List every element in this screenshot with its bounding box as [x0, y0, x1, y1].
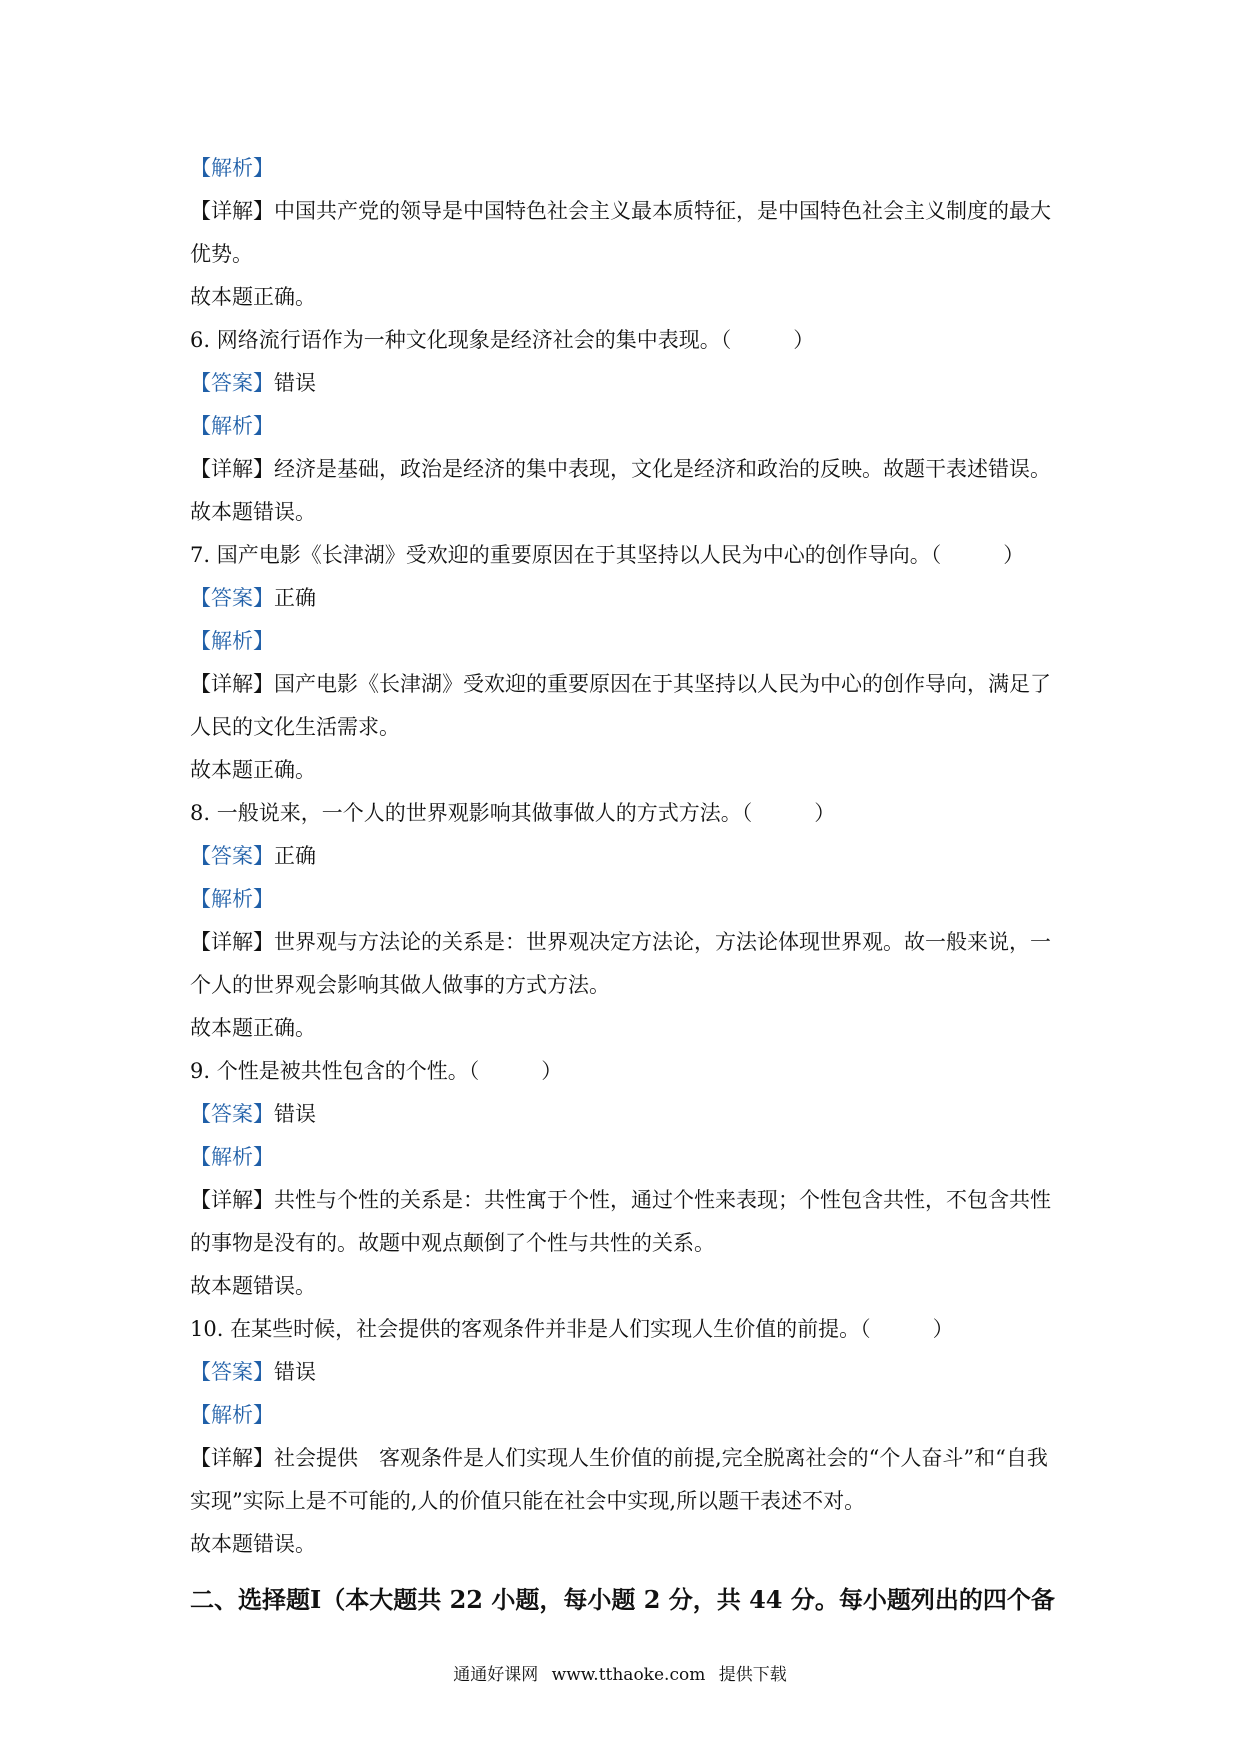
detail-tag: 【详解】: [190, 672, 274, 696]
detail-paragraph: [190, 1437, 1060, 1523]
detail-text: 世界观与方法论的关系是：世界观决定方法论，方法论体现世界观。故一般来说，一个人的世界观会影响其做人做事的方式方法。: [190, 930, 1051, 997]
answer-tag: 【答案】: [190, 1102, 274, 1126]
analysis-tag: [190, 878, 1060, 921]
detail-text: 国产电影《长津湖》受欢迎的重要原因在于其坚持以人民为中心的创作导向，满足了人民的文化生活需求。: [190, 672, 1051, 739]
section-heading: 二、选择题Ⅰ（本大题共 22 小题，每小题 2 分，共 44 分。每小题列出的四个备: [190, 1585, 1055, 1614]
detail-tag: 【详解】: [190, 199, 274, 223]
question-close-paren: ）: [932, 1317, 954, 1341]
analysis-tag: [190, 147, 1060, 190]
analysis-tag: [190, 620, 1060, 663]
analysis-tag: [190, 1394, 1060, 1437]
answer-value: 错误: [274, 1360, 316, 1384]
question-number: 10.: [190, 1317, 224, 1341]
question-text: 网络流行语作为一种文化现象是经济社会的集中表现。（: [216, 328, 732, 352]
conclusion-line: [190, 1265, 1060, 1308]
analysis-tag-label: 【解析】: [190, 1145, 274, 1169]
footer-site-name: 通通好课网: [453, 1665, 539, 1685]
answer-value: 正确: [274, 844, 316, 868]
question-text: 个性是被共性包含的个性。（: [216, 1059, 480, 1083]
analysis-tag-label: 【解析】: [190, 1403, 274, 1427]
answer-line: [190, 835, 1060, 878]
detail-tag: 【详解】: [190, 1446, 274, 1470]
question-number: 7.: [190, 543, 211, 567]
answer-tag: 【答案】: [190, 844, 274, 868]
answer-tag: 【答案】: [190, 586, 274, 610]
question-line: [190, 1308, 1060, 1351]
detail-text: 共性与个性的关系是：共性寓于个性，通过个性来表现；个性包含共性，不包含共性的事物是没有的。故题中观点颠倒了个性与共性的关系。: [190, 1188, 1051, 1255]
question-line: [190, 319, 1060, 362]
question-line: [190, 792, 1060, 835]
analysis-tag-label: 【解析】: [190, 629, 274, 653]
conclusion-text: 故本题错误。: [190, 500, 316, 524]
conclusion-text: 故本题正确。: [190, 1016, 316, 1040]
page-footer: [0, 1660, 1240, 1685]
question-text: 国产电影《长津湖》受欢迎的重要原因在于其坚持以人民为中心的创作导向。（: [216, 543, 942, 567]
conclusion-text: 故本题错误。: [190, 1532, 316, 1556]
analysis-tag: [190, 405, 1060, 448]
answer-value: 错误: [274, 1102, 316, 1126]
conclusion-text: 故本题正确。: [190, 285, 316, 309]
detail-tag: 【详解】: [190, 457, 274, 481]
detail-text: 中国共产党的领导是中国特色社会主义最本质特征，是中国特色社会主义制度的最大优势。: [190, 199, 1051, 266]
detail-paragraph: [190, 1179, 1060, 1265]
answer-line: [190, 362, 1060, 405]
question-number: 9.: [190, 1059, 211, 1083]
answer-tag: 【答案】: [190, 371, 274, 395]
conclusion-line: [190, 1007, 1060, 1050]
question-text: 在某些时候，社会提供的客观条件并非是人们实现人生价值的前提。（: [230, 1317, 871, 1341]
conclusion-line: [190, 491, 1060, 534]
conclusion-line: [190, 1523, 1060, 1566]
conclusion-line: [190, 276, 1060, 319]
question-close-paren: ）: [793, 328, 815, 352]
answer-line: [190, 577, 1060, 620]
analysis-tag-label: 【解析】: [190, 887, 274, 911]
detail-paragraph: [190, 921, 1060, 1007]
question-number: 8.: [190, 801, 211, 825]
footer-suffix: 提供下载: [718, 1665, 787, 1685]
conclusion-text: 故本题错误。: [190, 1274, 316, 1298]
question-close-paren: ）: [541, 1059, 563, 1083]
detail-paragraph: [190, 448, 1060, 491]
conclusion-line: [190, 749, 1060, 792]
conclusion-text: 故本题正确。: [190, 758, 316, 782]
detail-text: 经济是基础，政治是经济的集中表现，文化是经济和政治的反映。故题干表述错误。: [274, 457, 1051, 481]
answer-tag: 【答案】: [190, 1360, 274, 1384]
document-content: [190, 147, 1060, 1624]
question-line: [190, 534, 1060, 577]
analysis-tag-label: 【解析】: [190, 414, 274, 438]
footer-link[interactable]: www.tthaoke.com: [551, 1665, 706, 1685]
question-text: 一般说来，一个人的世界观影响其做事做人的方式方法。（: [216, 801, 753, 825]
detail-paragraph: [190, 663, 1060, 749]
answer-line: [190, 1351, 1060, 1394]
answer-value: 正确: [274, 586, 316, 610]
detail-tag: 【详解】: [190, 930, 274, 954]
detail-tag: 【详解】: [190, 1188, 274, 1212]
detail-paragraph: [190, 190, 1060, 276]
question-close-paren: ）: [814, 801, 836, 825]
detail-text: 社会提供 客观条件是人们实现人生价值的前提,完全脱离社会的“个人奋斗”和“自我实现”实际上是不可能的,人的价值只能在社会中实现,所以题干表述不对。: [190, 1446, 1048, 1513]
question-line: [190, 1050, 1060, 1093]
question-number: 6.: [190, 328, 211, 352]
analysis-tag-label: 【解析】: [190, 156, 274, 180]
answer-value: 错误: [274, 371, 316, 395]
question-close-paren: ）: [1003, 543, 1025, 567]
analysis-tag: [190, 1136, 1060, 1179]
answer-line: [190, 1093, 1060, 1136]
